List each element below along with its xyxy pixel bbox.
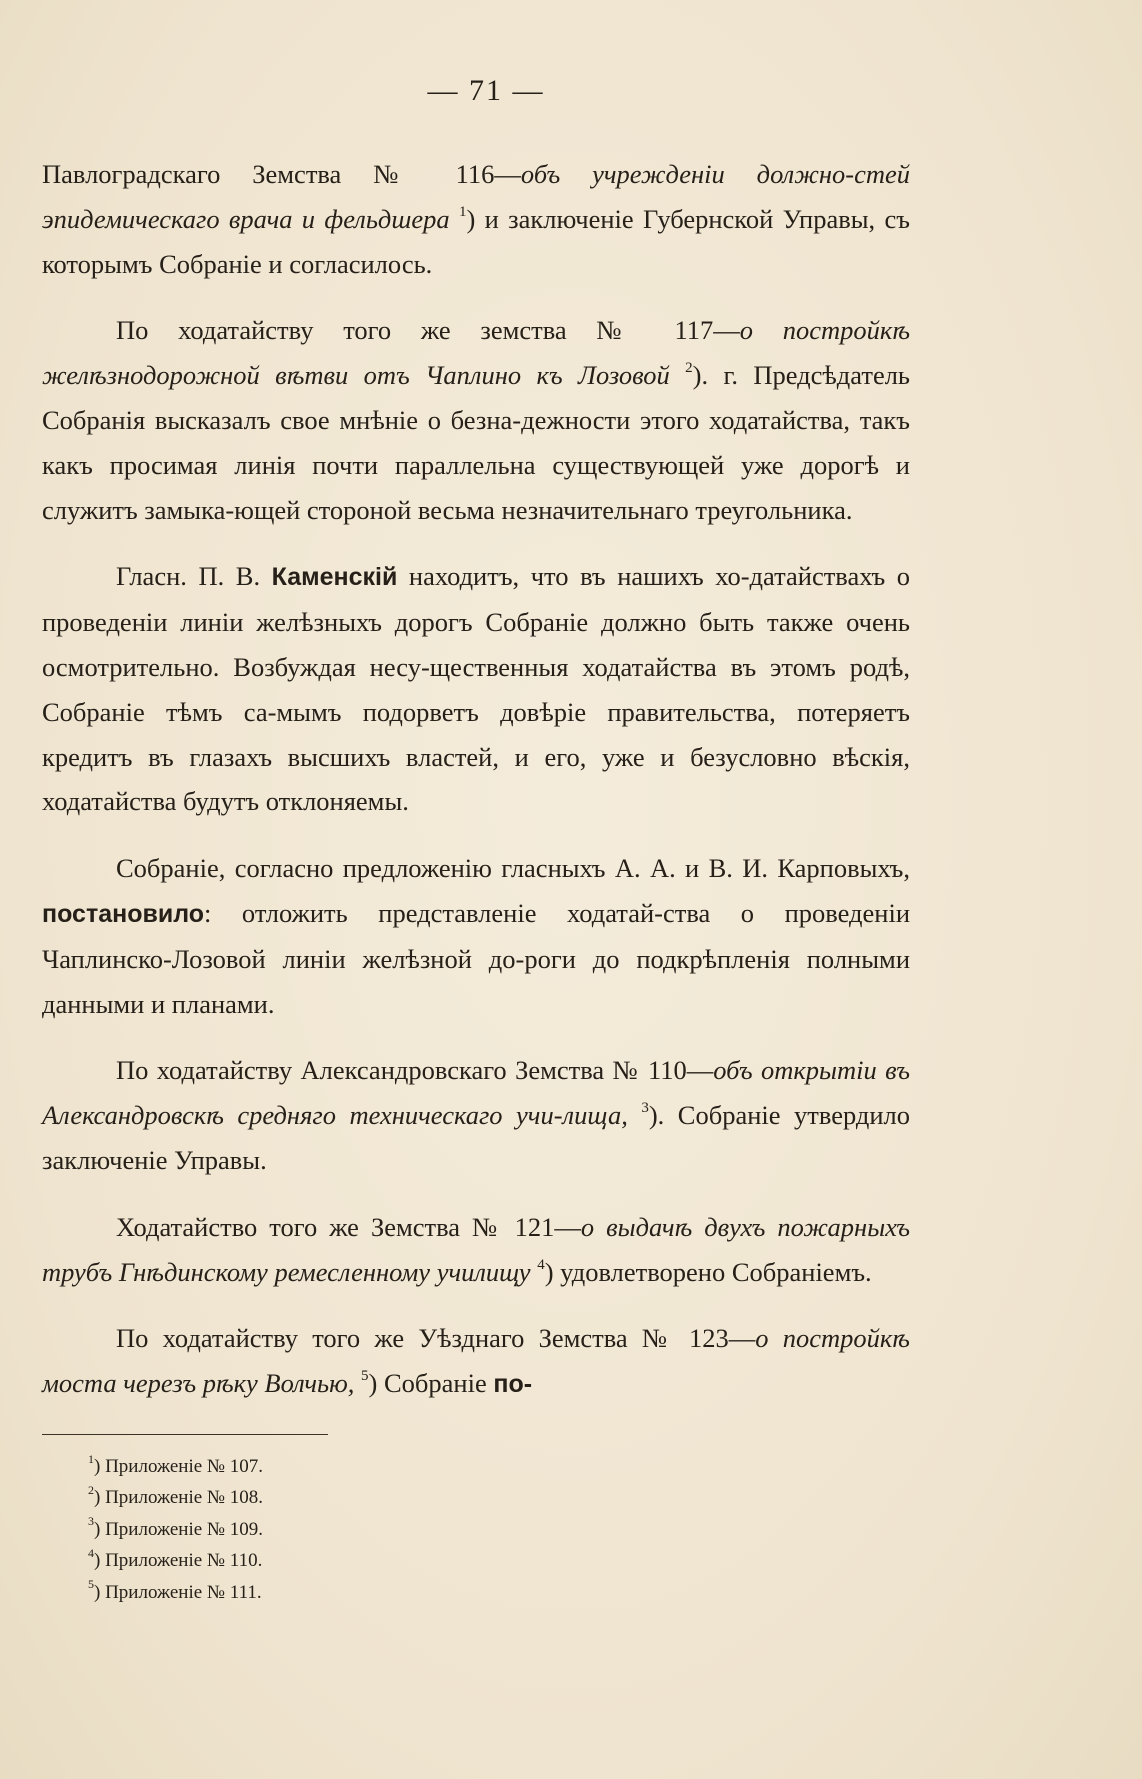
footnote-item <box>88 1514 263 1545</box>
paragraph-text: По ходатайству того же Уѣзднаго Земства № 123— <box>116 1323 756 1354</box>
italic-topic: о постройкѣ желѣзнодорожной вѣтви отъ Чаплино къ Лозовой <box>42 315 910 391</box>
footnote-mark: 1 <box>88 1451 94 1466</box>
italic-topic: объ открытіи въ Александровскѣ средняго техническаго учи-лища, <box>42 1055 910 1131</box>
bold-name: Каменскій <box>271 563 398 592</box>
paragraph-text: По ходатайству Александровскаго Земства № 110— <box>116 1055 714 1086</box>
italic-topic: о выдачѣ двухъ пожарныхъ трубъ Гнѣдинскому ремесленному училищу <box>42 1211 911 1287</box>
paragraph-7 <box>42 1316 910 1407</box>
bold-resolution: постановило <box>42 899 205 928</box>
body-text <box>42 152 910 1429</box>
paragraph-text: ). Собраніе утвердило заключеніе Управы. <box>42 1100 910 1175</box>
page-number: — 71 — <box>427 74 545 107</box>
paragraph-text: находитъ, что въ нашихъ хо-датайствахъ о проведеніи линіи желѣзныхъ дорогъ Собраніе должно быть также очень осмотрительно. Возбуждая несу-щественныя ходатайства въ этомъ родѣ, Собраніе тѣмъ са-мымъ подорветъ довѣріе правительства, потеряетъ кредитъ въ глазахъ высшихъ властей, и его, уже и безусловно вѣскія, ходатайства будутъ отклоняемы. <box>42 561 910 817</box>
paragraph-text: Собраніе, согласно предложенію гласныхъ А. А. и В. И. Карповыхъ, <box>116 853 910 884</box>
paragraph-text: ) Собраніе <box>368 1368 494 1399</box>
footnote-mark: 5 <box>88 1577 94 1592</box>
footnote-ref[interactable]: 3 <box>641 1100 649 1117</box>
paragraph-text: Павлоградскаго Земства № 116— <box>42 159 521 189</box>
italic-topic: объ учрежденіи должно-стей эпидемическаго врача и фельдшера <box>42 159 911 234</box>
footnote-ref[interactable]: 5 <box>361 1368 369 1385</box>
paragraph-text: : отложить представленіе ходатай-ства о проведеніи Чаплинско-Лозовой линіи желѣзной до-роги до подкрѣпленія полными данными и планами. <box>42 897 910 1019</box>
paragraph-text: По ходатайству того же земства № 117— <box>116 315 740 346</box>
footnote-item <box>88 1545 263 1576</box>
paragraph-text: Гласн. П. В. <box>116 561 272 592</box>
footnote-divider <box>42 1434 328 1435</box>
bold-continuation: по- <box>493 1370 533 1399</box>
italic-topic: о постройкѣ моста черезъ рѣку Волчью, <box>42 1323 910 1399</box>
paragraph-4 <box>42 846 910 1026</box>
footnotes-list <box>88 1451 263 1608</box>
footnote-mark: 3 <box>88 1514 94 1529</box>
footnote-ref[interactable]: 1 <box>458 203 467 220</box>
footnote-mark: 2 <box>88 1483 94 1498</box>
paragraph-6 <box>42 1205 910 1295</box>
footnote-item <box>88 1451 263 1482</box>
footnote-item <box>88 1577 263 1608</box>
footnote-text: ) Приложеніе № 107. <box>94 1456 264 1477</box>
paragraph-3 <box>42 554 910 824</box>
footnote-ref[interactable]: 2 <box>685 360 693 377</box>
footnote-text: ) Приложеніе № 108. <box>94 1487 264 1509</box>
footnote-text: ) Приложеніе № 111. <box>94 1581 262 1603</box>
paragraph-1 <box>42 152 910 286</box>
paragraph-2 <box>42 308 910 532</box>
paragraph-text: ). г. Предсѣдатель Собранія высказалъ свое мнѣніе о безна-дежности этого ходатайства, такъ какъ просимая линія почти параллельна существующей уже дорогѣ и служитъ замыка-ющей стороной весьма незначительнаго треугольника. <box>42 360 911 525</box>
footnote-text: ) Приложеніе № 110. <box>94 1550 263 1572</box>
paragraph-text: Ходатайство того же Земства № 121— <box>116 1211 581 1242</box>
paragraph-text: ) и заключеніе Губернской Управы, съ которымъ Собраніе и согласилось. <box>42 203 910 279</box>
footnote-text: ) Приложеніе № 109. <box>94 1518 264 1540</box>
paragraph-text: ) удовлетворено Собраніемъ. <box>544 1256 872 1287</box>
footnote-item <box>88 1482 263 1513</box>
footnote-mark: 4 <box>88 1545 94 1560</box>
footnote-ref[interactable]: 4 <box>537 1256 545 1273</box>
paragraph-5 <box>42 1048 910 1182</box>
